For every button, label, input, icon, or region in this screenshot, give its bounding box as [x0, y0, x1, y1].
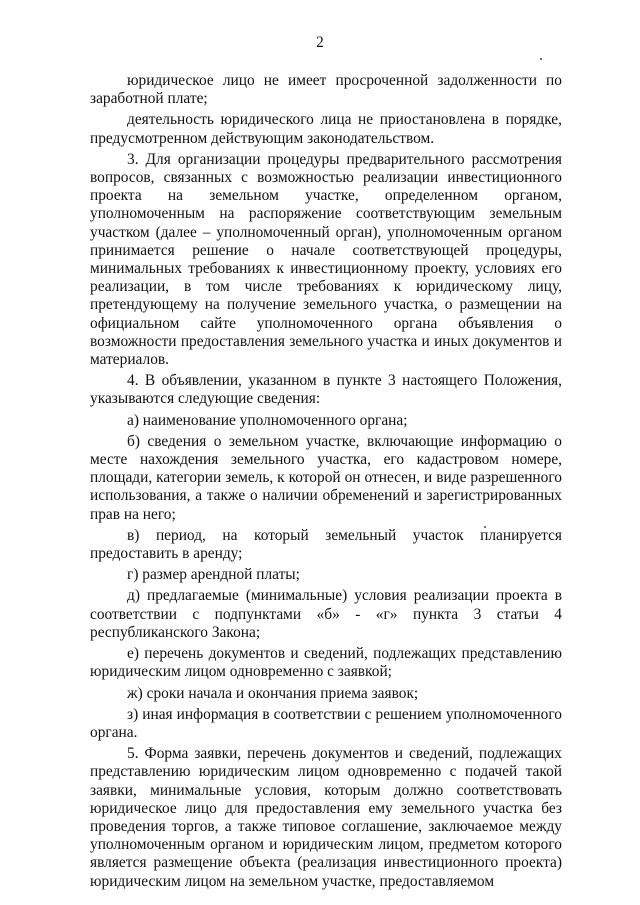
paragraph-item-5: 5. Форма заявки, перечень документов и сведений, подлежащих представлению юридическим лицом одновременно с подачей такой заявки, минимальные условия, которым должно соответствовать юридическое лицо для предоставления ему земельного участка без проведения торгов, а также типовое соглашение, заключаемое между уполномоченным органом и юридическим лицом, предметом которого является размещение объекта (реализация инвестиционного проекта) юридическим лицом на земельном участке, предоставляемом	[90, 745, 562, 890]
document-body	[90, 72, 562, 894]
list-item-v: в) период, на который земельный участок планируется предоставить в аренду;	[90, 526, 562, 563]
paragraph-item-4: 4. В объявлении, указанном в пункте 3 настоящего Положения, указываются следующие сведения:	[90, 372, 562, 408]
list-item-d: д) предлагаемые (минимальные) условия реализации проекта в соответствии с подпунктами «б» - «г» пункта 3 статьи 4 республиканского Закона;	[90, 587, 562, 641]
list-item-b: б) сведения о земельном участке, включающие информацию о месте нахождения земельного участка, его кадастровом номере, площади, категории земель, к которой он отнесен, и виде разрешенного использования, а также о наличии обременений и зарегистрированных прав на него;	[90, 432, 562, 523]
list-item-z: з) иная информация в соответствии с решением уполномоченного органа.	[90, 705, 562, 741]
list-item-g: г) размер арендной платы;	[127, 566, 300, 584]
list-item-a: а) наименование уполномоченного органа;	[127, 411, 408, 429]
page-number: 2	[316, 34, 324, 51]
scan-speck	[540, 58, 542, 60]
paragraph-wage-arrears: юридическое лицо не имеет просроченной задолженности по заработной плате;	[90, 72, 562, 108]
list-item-zh: ж) сроки начала и окончания приема заявок;	[127, 684, 419, 702]
paragraph-item-3: 3. Для организации процедуры предварительного рассмотрения вопросов, связанных с возможностью реализации инвестиционного проекта на земельном участке, определенном органом, уполномоченным на распоряжение соответствующим земельным участком (далее – уполномоченный орган), уполномоченным органом принимается решение о начале соответствующей процедуры, минимальных требованиях к инвестиционному проекту, условиях его реализации, в том числе требованиях к юридическому лицу, претендующему на получение земельного участка, о размещении на официальном сайте уполномоченного органа объявления о возможности предоставления земельного участка и иных документов и материалов.	[90, 150, 562, 369]
list-item-e: е) перечень документов и сведений, подлежащих представлению юридическим лицом одновременно с заявкой;	[90, 645, 562, 681]
paragraph-activity-not-suspended: деятельность юридического лица не приостановлена в порядке, предусмотренном действующим законодательством.	[90, 111, 562, 147]
